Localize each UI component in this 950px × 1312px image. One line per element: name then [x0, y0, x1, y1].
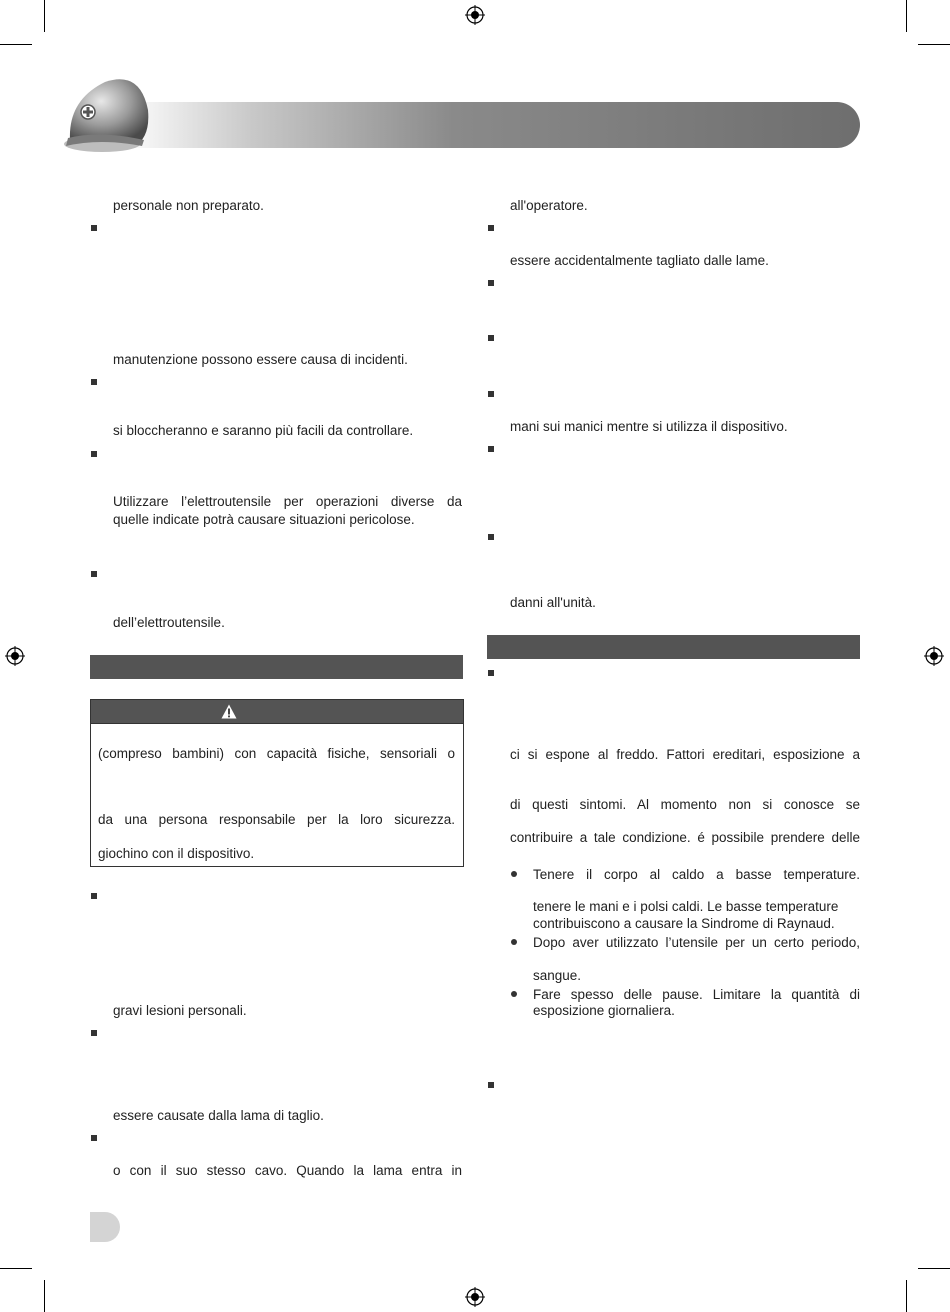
body-text: personale non preparato. — [113, 198, 264, 213]
body-text: contribuiscono a causare la Sindrome di Raynaud. — [533, 916, 835, 931]
body-text: o con il suo stesso cavo. Quando la lama entra in — [113, 1163, 462, 1178]
section-bar — [487, 635, 860, 659]
warning-text: giochino con il dispositivo. — [98, 846, 255, 861]
body-text: Tenere il corpo al caldo a basse temperature. — [533, 867, 860, 882]
body-text: dell’elettroutensile. — [113, 615, 225, 630]
bullet-square — [91, 225, 97, 231]
warning-text: da una persona responsabile per la loro sicurezza. — [98, 812, 455, 827]
crop-mark — [906, 1280, 907, 1312]
body-text: sangue. — [533, 968, 582, 983]
bullet-square — [91, 451, 97, 457]
crop-mark — [906, 0, 907, 32]
crop-mark — [0, 44, 32, 45]
body-text: Fare spesso delle pause. Limitare la quantità di — [533, 987, 860, 1002]
header-bar — [120, 102, 860, 148]
bullet-square — [488, 446, 494, 452]
body-text: danni all'unità. — [510, 595, 596, 610]
crop-mark — [918, 1268, 950, 1269]
crop-mark — [44, 0, 45, 32]
bullet-square — [488, 1082, 494, 1088]
body-text: di questi sintomi. Al momento non si conosce se — [510, 797, 860, 812]
bullet-dot — [511, 871, 517, 877]
bullet-square — [488, 670, 494, 676]
section-bar — [90, 655, 463, 679]
warning-box — [90, 699, 464, 867]
bullet-square — [488, 534, 494, 540]
body-text: contribuire a tale condizione. é possibile prendere delle — [510, 830, 860, 845]
body-text: quelle indicate potrà causare situazioni pericolose. — [113, 512, 415, 527]
bullet-dot — [511, 991, 517, 997]
warning-triangle-icon — [221, 704, 237, 719]
bullet-square — [488, 225, 494, 231]
bullet-square — [91, 1030, 97, 1036]
warning-header — [91, 700, 463, 724]
body-text: Utilizzare l’elettroutensile per operazioni diverse da — [113, 494, 462, 509]
bullet-square — [488, 335, 494, 341]
crop-mark — [44, 1280, 45, 1312]
bullet-square — [488, 391, 494, 397]
page-number-tab — [90, 1212, 120, 1242]
bullet-square — [91, 893, 97, 899]
body-text: tenere le mani e i polsi caldi. Le basse temperature — [533, 899, 839, 914]
registration-mark-icon — [5, 646, 25, 666]
bullet-square — [91, 1135, 97, 1141]
body-text: Dopo aver utilizzato l’utensile per un certo periodo, — [533, 935, 860, 950]
body-text: manutenzione possono essere causa di incidenti. — [113, 352, 408, 367]
body-text: gravi lesioni personali. — [113, 1003, 247, 1018]
registration-mark-icon — [465, 5, 485, 25]
bullet-dot — [511, 939, 517, 945]
body-text: essere accidentalmente tagliato dalle lame. — [510, 253, 769, 268]
body-text: mani sui manici mentre si utilizza il dispositivo. — [510, 419, 788, 434]
body-text: all'operatore. — [510, 198, 588, 213]
warning-text: (compreso bambini) con capacità fisiche, sensoriali o — [98, 746, 455, 761]
bullet-square — [91, 379, 97, 385]
bullet-square — [488, 280, 494, 286]
crop-mark — [918, 44, 950, 45]
bullet-square — [91, 571, 97, 577]
helmet-icon — [60, 70, 160, 155]
body-text: esposizione giornaliera. — [533, 1003, 675, 1018]
registration-mark-icon — [924, 646, 944, 666]
crop-mark — [0, 1268, 32, 1269]
body-text: si bloccheranno e saranno più facili da controllare. — [113, 423, 414, 438]
registration-mark-icon — [465, 1287, 485, 1307]
body-text: essere causate dalla lama di taglio. — [113, 1108, 324, 1123]
body-text: ci si espone al freddo. Fattori ereditari, esposizione a — [510, 747, 860, 762]
